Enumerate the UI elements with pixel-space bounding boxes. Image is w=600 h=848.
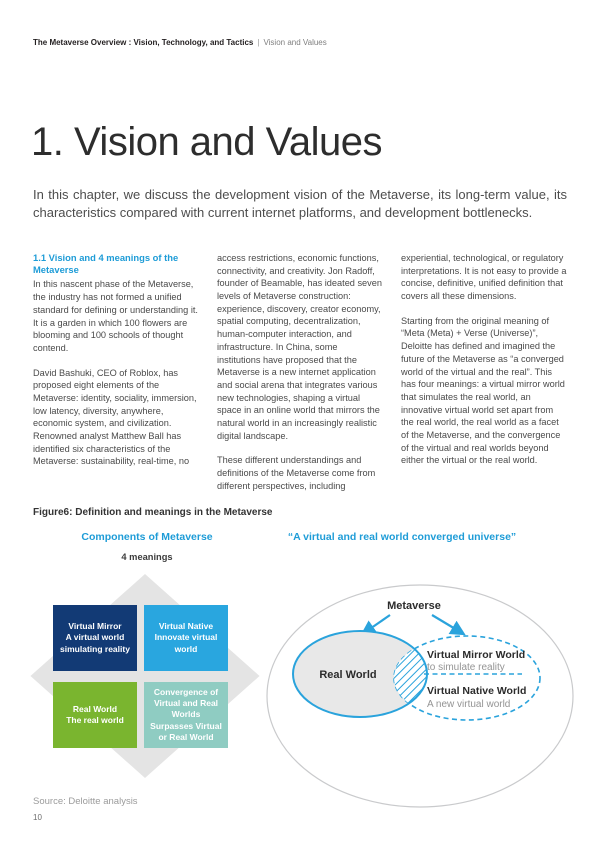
virtual-mirror-world-title: Virtual Mirror World	[427, 649, 526, 661]
box-virtual-native	[144, 605, 228, 671]
figure-left-subheading: 4 meanings	[121, 552, 173, 562]
box-title: Convergence of Virtual and Real Worlds	[153, 687, 219, 720]
box-virtual-mirror	[53, 605, 137, 671]
section-heading: 1.1 Vision and 4 meanings of the Metaverse	[33, 252, 179, 276]
virtual-native-world-title: Virtual Native World	[427, 685, 527, 697]
figure-6	[33, 505, 567, 817]
box-desc: Innovate virtual world	[154, 632, 218, 654]
figure-left-heading: Components of Metaverse	[81, 531, 213, 543]
paragraph: In this nascent phase of the Metaverse, the industry has not formed a unified standard for defining or understanding it. It is a garden in which 100 flowers are blooming and 100 schools of thought contend.	[33, 279, 198, 353]
box-desc: A virtual world simulating reality	[60, 632, 130, 654]
running-header-section: Vision and Values	[263, 38, 327, 47]
paragraph: David Bashuki, CEO of Roblox, has proposed eight elements of the Metaverse: identity, sociality, immersion, low latency, diversity, anywhere, economic system, and civilization. Renowned analyst Matthew Ball has identified six characteristics of the Metaverse: sustainability, real-time, no	[33, 367, 197, 467]
chapter-intro: In this chapter, we discuss the development vision of the Metaverse, its long-term value, its characteristics compared with current internet platforms, and development bottlenecks.	[33, 187, 567, 221]
venn-diagram	[264, 582, 576, 814]
box-title: Real World	[72, 703, 118, 714]
meanings-grid	[53, 605, 228, 748]
body-columns	[33, 252, 567, 504]
figure-right-heading: “A virtual and real world converged universe”	[287, 531, 517, 543]
paragraph: Starting from the original meaning of “Meta (Meta) + Verse (Universe)”, Deloitte has defined and imagined the future of the Metaverse as “a converged world of the virtual and the real”. This has four meanings: a virtual mirror world that simulates the real world, an innovative virtual world set apart from the real world, the real world as a facet of the Metaverse, and the convergence of the virtual and real worlds beyond either the virtual or the real world.	[401, 315, 565, 466]
metaverse-label: Metaverse	[387, 600, 441, 612]
figure-caption: Figure6: Definition and meanings in the Metaverse	[33, 507, 273, 518]
box-desc: Surpasses Virtual or Real World	[150, 720, 222, 742]
paragraph: access restrictions, economic functions, connectivity, and creativity. Jon Radoff, founder of Beamable, has ideated seven levels of Metaverse construction: experience, discovery, creator economy, spatial computing, decentralization, human-computer interaction, and infrastructure. In China, some institutions have proposed that the Metaverse is a new internet application and social arena that integrates various new technologies, shaping a virtual space in an online world that mirrors the natural world in an increasingly realistic digital landscape.	[217, 253, 382, 441]
box-title: Virtual Native	[158, 621, 214, 632]
body-column-3	[401, 252, 567, 504]
box-desc: The real world	[66, 715, 124, 725]
page-number: 10	[33, 813, 42, 822]
box-convergence	[144, 682, 228, 748]
body-column-2	[217, 252, 383, 504]
virtual-mirror-world-desc: to simulate reality	[427, 662, 505, 673]
box-real-world	[53, 682, 137, 748]
paragraph: experiential, technological, or regulatory interpretations. It is not easy to provide a concise, definitive, unified definition that covers all these dimensions.	[401, 253, 567, 302]
body-column-1	[33, 252, 199, 504]
running-header	[33, 38, 327, 47]
chapter-title: 1. Vision and Values	[31, 120, 382, 164]
running-header-title: The Metaverse Overview : Vision, Technology, and Tactics	[33, 38, 254, 47]
source-note: Source: Deloitte analysis	[33, 796, 138, 807]
box-title: Virtual Mirror	[68, 621, 122, 632]
running-header-separator: |	[257, 38, 260, 47]
real-world-label: Real World	[319, 669, 377, 681]
paragraph: These different understandings and definitions of the Metaverse come from different perspectives, including	[217, 455, 376, 491]
virtual-native-world-desc: A new virtual world	[427, 699, 511, 710]
